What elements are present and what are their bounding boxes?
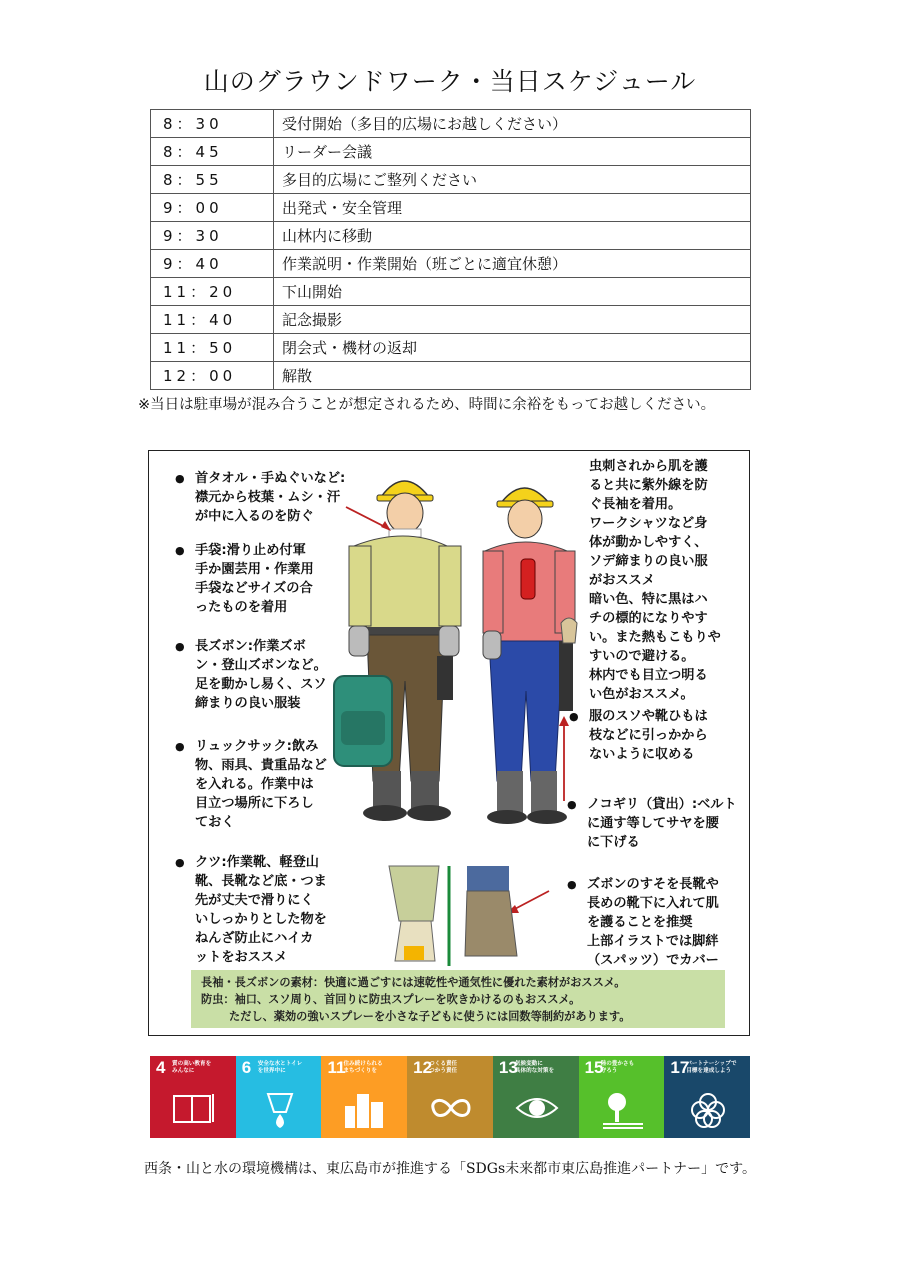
sdg-label: 安全な水とトイレ を世界中に xyxy=(257,1061,303,1074)
sdg-number: 6 xyxy=(241,1058,252,1077)
schedule-event: 解散 xyxy=(274,362,751,390)
man-figure xyxy=(334,481,461,821)
sdg-goal-4-tile xyxy=(150,1056,236,1138)
sdg-number: 17 xyxy=(670,1058,690,1077)
schedule-event: 出発式・安全管理 xyxy=(274,194,751,222)
note-insect: 防虫：袖口、スソ周り、首回りに防虫スプレーを吹きかけるのもおススメ。 xyxy=(201,993,581,1006)
schedule-row xyxy=(151,110,751,138)
sdgs-icon-row xyxy=(150,1056,750,1138)
schedule-row xyxy=(151,334,751,362)
left-bullet-item: ● リュックサック:飲み 物、雨具、貴重品など を入れる。作業中は 目立つ場所に下ろし ておく xyxy=(195,737,327,832)
sdg-label: 陸の豊かさも 守ろう xyxy=(600,1061,635,1074)
left-bullet-item: ● 手袋:滑り止め付軍 手か園芸用・作業用 手袋などサイズの合 ったものを着用 xyxy=(195,541,314,617)
schedule-event: 受付開始（多目的広場にお越しください） xyxy=(274,110,751,138)
sdg-number: 13 xyxy=(498,1058,518,1077)
schedule-event: 多目的広場にご整列ください xyxy=(274,166,751,194)
schedule-row xyxy=(151,250,751,278)
left-bullet-item: ● 長ズボン:作業ズボ ン・登山ズボンなど。 足を動かし易く、スソ 締まりの良い服装 xyxy=(195,637,327,713)
sdg-number: 12 xyxy=(413,1058,433,1077)
right-top-text: 虫刺されから肌を護 ると共に紫外線を防 ぐ長袖を着用。 ワークシャツなど身 体が動かしやすく、 ソデ締まりの良い服 がおススメ 暗い色、特に黒はハ チの標的になりやす い。また熱もこもりや すいので避ける。 林内でも目立つ明る い色がおススメ。 xyxy=(589,459,721,702)
sdg-number: 11 xyxy=(327,1058,346,1077)
schedule-row xyxy=(151,194,751,222)
footer-text: 西条・山と水の環境機構は、東広島市が推進する「SDGs未来都市東広島推進パートナー」です。 xyxy=(143,1161,757,1177)
schedule-time: 11：20 xyxy=(151,278,274,306)
parking-note: ※当日は駐車場が混み合うことが想定されるため、時間に余裕をもってお越しください。 xyxy=(138,397,716,413)
schedule-time: 8：55 xyxy=(151,166,274,194)
schedule-table xyxy=(150,109,751,390)
schedule-event: 作業説明・作業開始（班ごとに適宜休憩） xyxy=(274,250,751,278)
schedule-event: 閉会式・機材の返却 xyxy=(274,334,751,362)
sdg-goal-6-tile xyxy=(236,1056,322,1138)
sdg-label: パートナーシップで 目標を達成しよう xyxy=(686,1061,737,1074)
schedule-row xyxy=(151,138,751,166)
schedule-row xyxy=(151,362,751,390)
schedule-time: 9：30 xyxy=(151,222,274,250)
sdg-goal-12-tile xyxy=(407,1056,493,1138)
right-bullet-item: ● ノコギリ（貸出）:ベルト に通す等してサヤを腰 に下げる xyxy=(587,795,737,852)
schedule-time: 9：00 xyxy=(151,194,274,222)
schedule-time: 11：50 xyxy=(151,334,274,362)
note-caution: ただし、薬効の強いスプレーを小さな子どもに使うには回数等制約があります。 xyxy=(229,1010,631,1023)
sdg-goal-13-tile xyxy=(493,1056,579,1138)
sdg-label: 気候変動に 具体的な対策を xyxy=(514,1061,555,1074)
sdg-label: つくる責任 つかう責任 xyxy=(429,1061,458,1074)
sdg-number: 15 xyxy=(584,1058,604,1077)
right-bullet-item: ● ズボンのすそを長靴や 長めの靴下に入れて肌 を護ることを推奨 上部イラストでは脚絆 （スパッツ）でカバー xyxy=(587,875,719,970)
sdg-label: 住み続けられる まちづくりを xyxy=(343,1061,383,1074)
schedule-event: 下山開始 xyxy=(274,278,751,306)
schedule-time: 8：30 xyxy=(151,110,274,138)
schedule-row xyxy=(151,278,751,306)
sdg-number: 4 xyxy=(156,1058,166,1077)
schedule-row xyxy=(151,306,751,334)
note-material: 長袖・長ズボンの素材：快適に過ごすには速乾性や通気性に優れた素材がおススメ。 xyxy=(201,976,626,989)
schedule-event: 山林内に移動 xyxy=(274,222,751,250)
schedule-time: 9：40 xyxy=(151,250,274,278)
sdg-goal-15-tile xyxy=(579,1056,665,1138)
leg-closeup-illustration xyxy=(389,866,517,966)
right-bullet-item: ● 服のスソや靴ひもは 枝などに引っかから ないように収める xyxy=(589,707,708,764)
sdg-goal-11-tile xyxy=(321,1056,407,1138)
schedule-row xyxy=(151,222,751,250)
left-bullet-item: ● 首タオル・手ぬぐいなど: 襟元から枝葉・ムシ・汗 が中に入るのを防ぐ xyxy=(195,469,345,526)
schedule-row xyxy=(151,166,751,194)
schedule-event: リーダー会議 xyxy=(274,138,751,166)
schedule-event: 記念撮影 xyxy=(274,306,751,334)
left-bullet-item: ● クツ:作業靴、軽登山 靴、長靴など底・つま 先が丈夫で滑りにく いしっかりとした物を ねんざ防止にハイカ ットをおススメ xyxy=(195,853,327,967)
woman-figure xyxy=(483,488,577,824)
clothing-illustration-panel xyxy=(148,450,750,1036)
page-title: 山のグラウンドワーク・当日スケジュール xyxy=(203,67,697,96)
notes-box xyxy=(191,970,725,1028)
schedule-time: 8：45 xyxy=(151,138,274,166)
sdg-goal-17-tile xyxy=(664,1056,750,1138)
schedule-time: 11：40 xyxy=(151,306,274,334)
schedule-time: 12：00 xyxy=(151,362,274,390)
sdg-label: 質の高い教育を みんなに xyxy=(172,1061,212,1074)
